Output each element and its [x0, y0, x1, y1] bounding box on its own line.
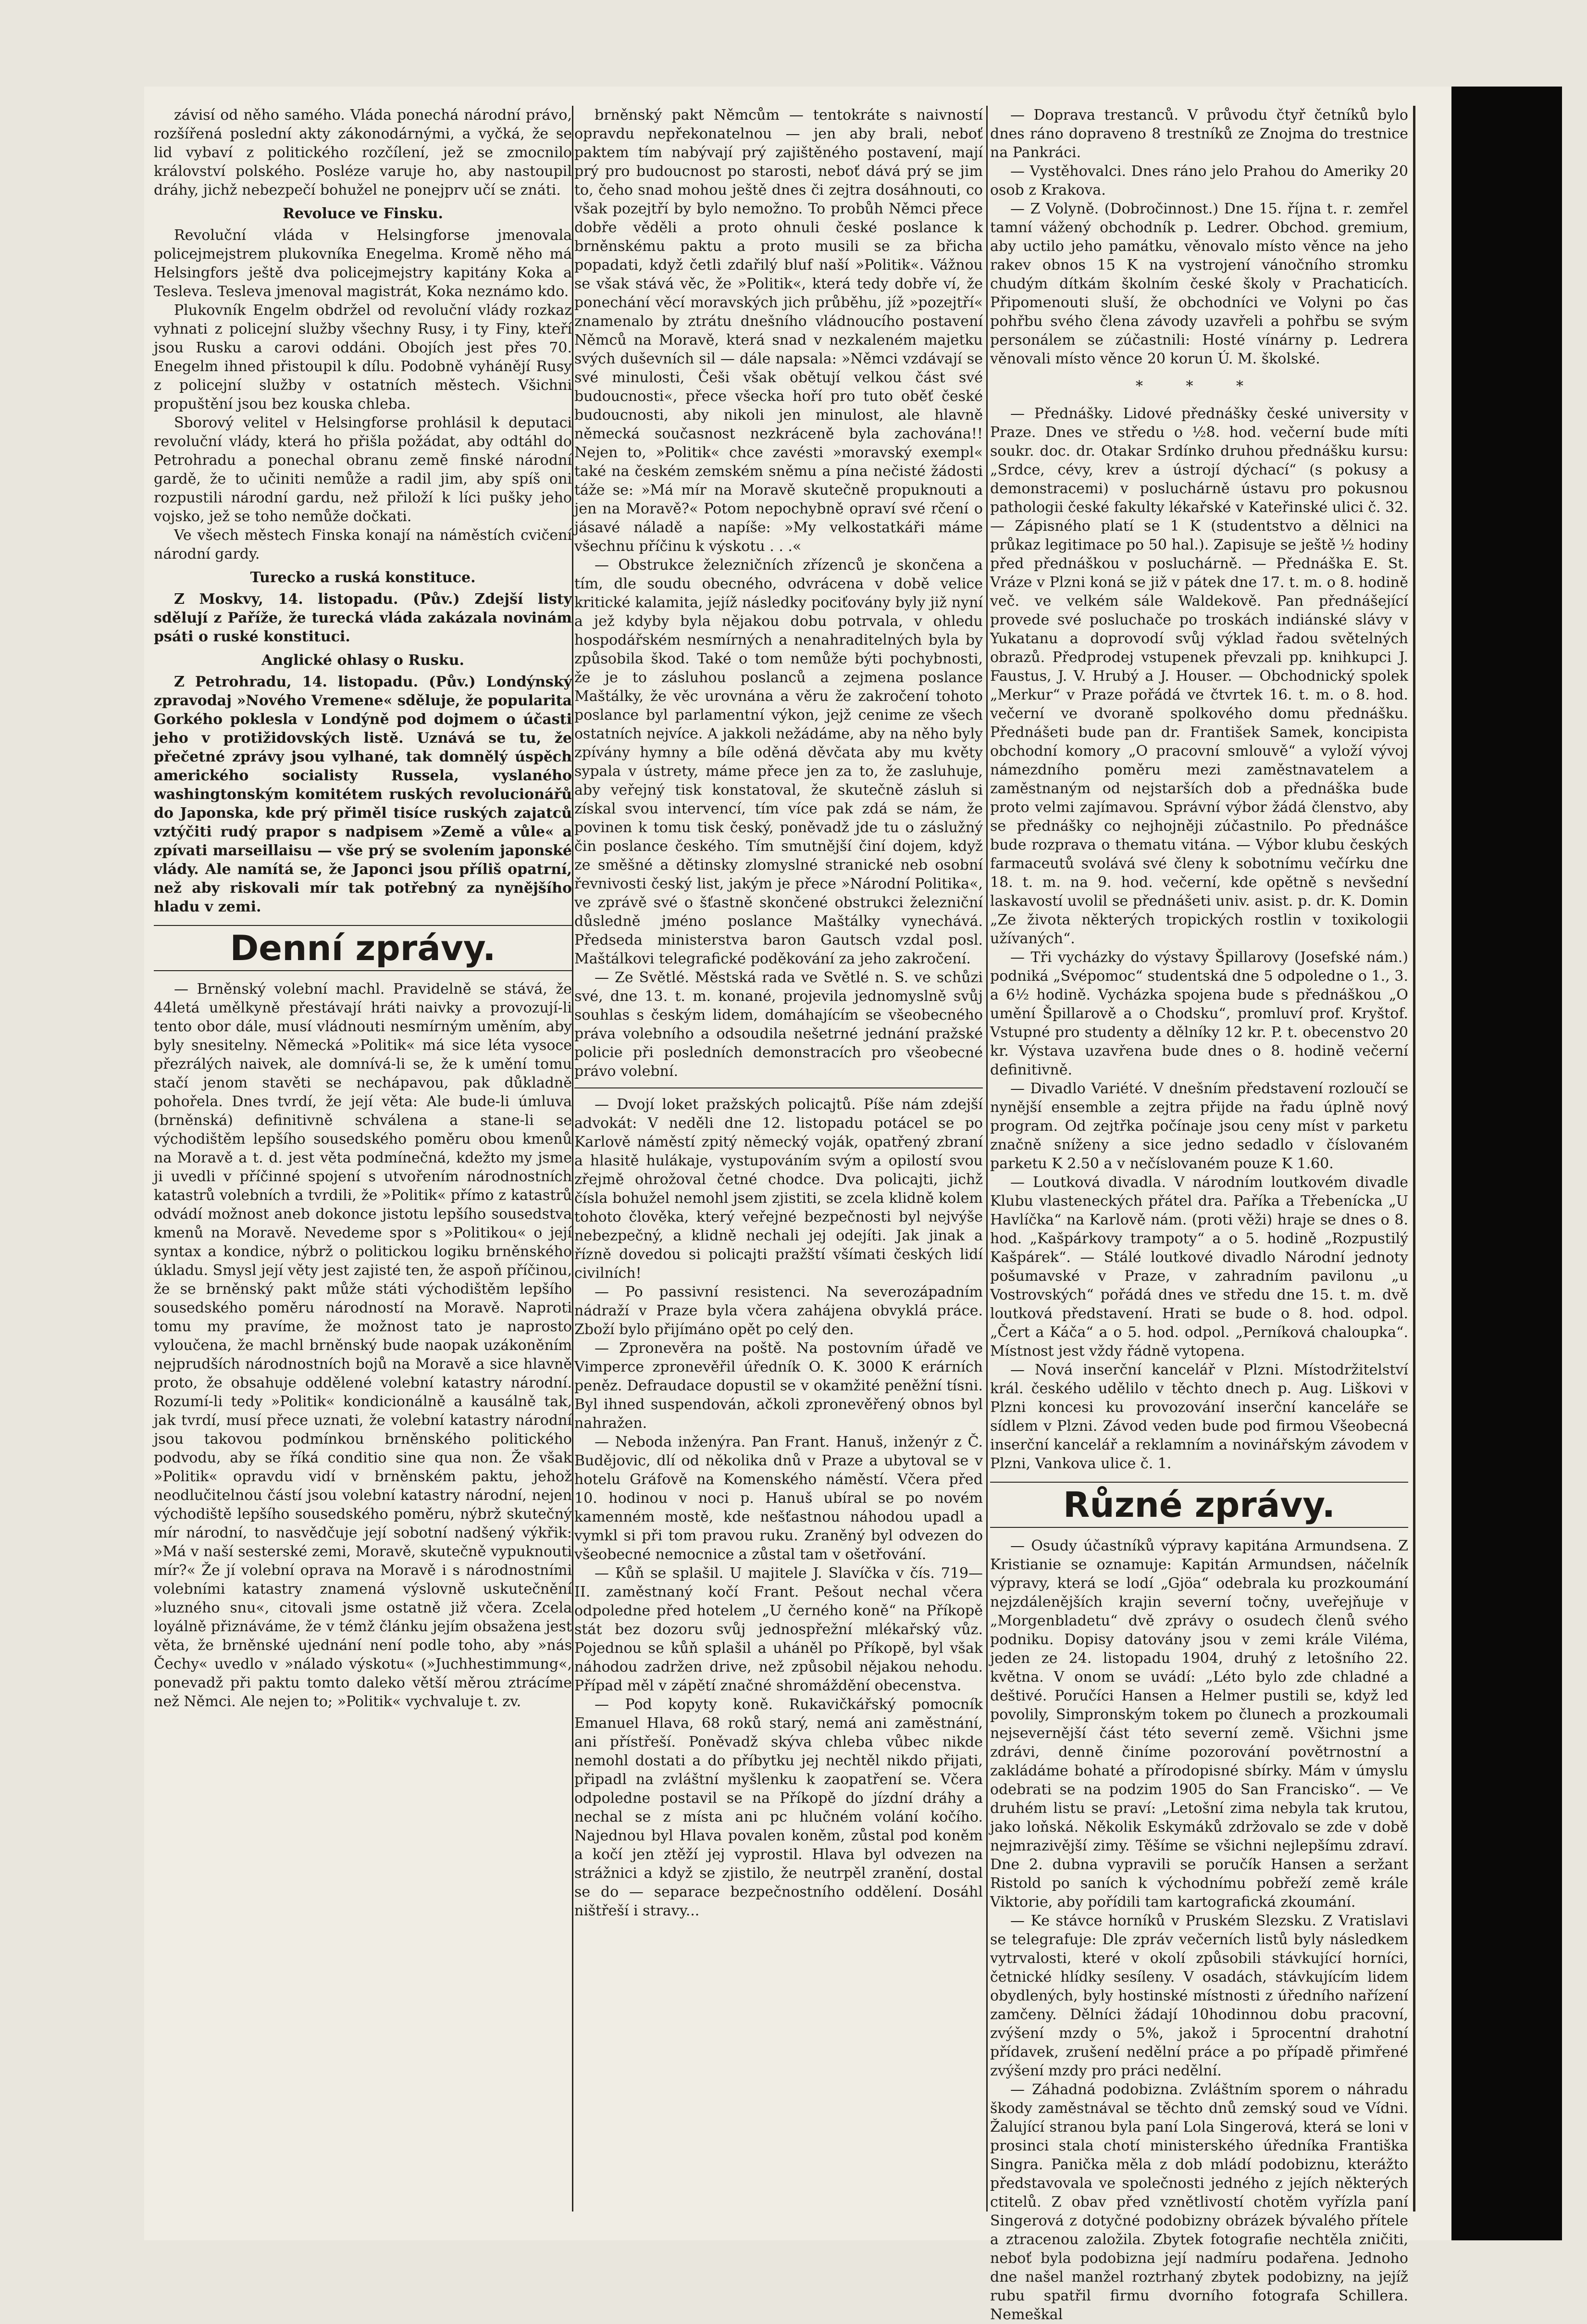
paragraph: Z Petrohradu, 14. listopadu. (Pův.) Londýnský zpravodaj »Nového Vremene« sděluje, že popularita Gorkého poklesla v Londýně pod dojmem o účasti jeho v protižidovských listě. Uznává se tu, že přečetné zprávy jsou vylhané, tak domnělý úspěch amerického socialisty Russela, vyslaného washingtonským komitétem ruských revolucionářů do Japonska, kde prý přiměl tisíce ruských zajatců vztýčiti rudý prapor s nadpisem »Země a vůle« a zpívati marseillaisu — vše prý se svolením japonské vlády. Ale namítá se, že Japonci jsou příliš opatrní, než aby riskovali mír tak potřebný za nynějšího hladu v zemi.	[154, 674, 572, 915]
paragraph: — Kůň se splašil. U majitele J. Slavíčka v čís. 719—II. zaměstnaný kočí Frant. Pešout nechal včera odpoledne před hotelem „U černého koně“ na Příkopě stát bez dozoru svůj jednospřežní mlékařský vůz. Pojednou se kůň splašil a uháněl po Příkopě, byl však náhodou zadržen drive, než způsobil nějakou nehodu. Případ měl v zápětí značné shromáždění obecenstva.	[574, 1565, 983, 1694]
paragraph: — Dvojí loket pražských policajtů. Píše nám zdejší advokát: V neděli dne 12. listopadu potácel se po Karlově náměstí zpitý německý voják, opatřený zbraní a hlasitě hulákaje, vystupováním svým a opilostí svou zřejmě ohrožoval četné chodce. Dva policajti, jichž čísla bohužel nemohl jsem zjistiti, se zcela klidně kolem tohoto člověka, který veřejné bezpečnosti byl nejvýše nebezpečný, a klidně nechali jej odejíti. Jak jinak a řízně dovedou si policajti pražští všímati českých lidí civilních!	[574, 1096, 983, 1282]
paragraph: — Pod kopyty koně. Rukavičkářský pomocník Emanuel Hlava, 68 roků starý, nemá ani zaměstnání, ani přístřeší. Poněvadž skýva chleba vůbec nikde nemohl dostati a do příbytku jej nechtěl nikdo přijati, připadl na zvláštní myšlenku k zaopatření se. Včera odpoledne postavil se na Příkopě do jízdní dráhy a nechal se z místa ani pc hlučném volání kočího. Najednou byl Hlava povalen koněm, zůstal pod koněm a kočí jen ztěží jej vyprostil. Hlava byl odvezen na strážnici a když se zjistilo, že neutrpěl zranění, dostal se do — separace bezpečnostního oddělení. Dosáhl ništřeší i stravy...	[574, 1696, 983, 1919]
divider	[574, 1087, 983, 1088]
paragraph: Plukovník Engelm obdržel od revoluční vlády rozkaz vyhnati z policejní služby všechny Rusy, i ty Finy, kteří jsou Rusku a carovi oddáni. Obojích jest přes 70. Enegelm ihned přistoupil k dílu. Podobně vyhánějí Rusy z policejní služby v ostatních městech. Všichni propuštění jsou bez kouska chleba.	[154, 302, 572, 412]
paragraph: závisí od něho samého. Vláda ponechá národní právo, rozšířená poslední akty zákonodárnými, a vyčká, že se lid vybaví z politického rozčílení, jež se zmocnilo království polského. Posléze varuje ho, aby nastoupil dráhy, jichž nebezpečí bohužel ne ponejprv učí se znáti.	[154, 107, 572, 199]
section-heading-turecko: Turecko a ruská konstituce.	[250, 569, 476, 586]
section-title-ruzne-zpravy: Různé zprávy.	[990, 1482, 1408, 1528]
paragraph: — Zpronevěra na poště. Na postovním úřadě ve Vimperce zpronevěřil úředník O. K. 3000 K erárních peněz. Defraudace dopustil se v okamžité peněžní tísni. Byl ihned suspendován, ačkoli zpronevěřený obnos byl nahražen.	[574, 1340, 983, 1432]
paragraph: Z Moskvy, 14. listopadu. (Pův.) Zdejší listy sdělují z Paříže, že turecká vláda zakázala novinám psáti o ruské konstituci.	[154, 591, 572, 645]
paragraph: — Záhadná podobizna. Zvláštním sporem o náhradu škody zaměstnával se těchto dnů zemský soud ve Vídni. Žalující stranou byla paní Lola Singerová, která se loni v prosinci stala chotí ministerského úředníka Františka Singra. Panička měla z dob mládí podobiznu, kterážto představovala ve společnosti jedného z jejích některých ctitelů. Z obav před vznětlivostí chotěm vyřízla paní Singerová z dotyčné podobizny obrázek bývalého přítele a ztracenou založila. Zbytek fotografie nechtěla zničiti, neboť byla podobizna její nadmíru podařena. Jednoho dne našel manžel roztrhaný zbytek podobizny, na jejíž rubu spatřil firmu dvorního fotografa Schillera. Nemeškal	[990, 2081, 1408, 2323]
paragraph: brněnský pakt Němcům — tentokráte s naivností opravdu nepřekonatelnou — jen aby brali, neboť paktem tím nabývají prý zajištěného postavení, mají prý pro budoucnost po starosti, neboť dává prý se jim to, čeho snad mohou ještě dnes či zejtra dosáhnouti, co však pozejtří by bylo nemožno. To probůh Němci přece dobře věděli a proto ohnuli české poslance k brněnskému paktu a proto musili se za břicha popadati, když četli zdařilý bluf naší »Politik«. Vážnou se však stává věc, že »Politik«, která tedy dobře ví, že ponechání věcí moravských jich průběhu, jíž »pozejtří« znamenalo by ztrátu dnešního vládnoucího postavení Němců na Moravě, která snad v nezkaleném majetku svých duševních sil — dále napsala: »Němci vzdávají se své minulosti, Češi však obětují velkou část své budoucnosti«, přece všecka hoří pro tuto oběť české budoucnosti, aby nikoli jen minulost, ale hlavně německá současnost nezkráceně byla zachována!! Nejen to, »Politik« chce zavésti »moravský exempl« také na českém zemském sněmu a pína nečisté žádosti táže se: »Má mír na Moravě skutečně propuknouti a jen na Moravě?« Potom nepochybně opraví své rčení o jásavé náladě a napíše: »My velkostatkáři máme všechnu příčinu k výskotu . . .«	[574, 107, 983, 555]
paragraph: Sborový velitel v Helsingforse prohlásil k deputaci revoluční vlády, která ho přišla požádat, aby odtáhl do Petrohradu a ponechal obranu země finské národní gardě, že to učiniti nemůže a radil jim, aby spíš oni rozpustili národní gardu, než přiloží k líci pušky jeho vojsko, jež se toho nemůže dočkati.	[154, 414, 572, 525]
column-rule	[572, 106, 573, 2212]
column-1	[154, 106, 572, 2212]
paragraph: — Přednášky. Lidové přednášky české university v Praze. Dnes ve středu o ½8. hod. večerní bude míti soukr. doc. dr. Otakar Srdínko druhou přednášku kursu: „Srdce, cévy, krev a ústrojí dýchací“ (s pokusy a demonstracemi) v posluchárně ústavu pro pokusnou pathologii české fakulty lékařské v Kateřinské ulici č. 32. — Zápisného platí se 1 K (studentstvo a dělnici na průkaz legitimace po 50 hal.). Zapisuje se ještě ½ hodiny před přednáškou v posluchárně. — Přednáška E. St. Vráze v Plzni koná se již v pátek dne 17. t. m. o 8. hodině več. ve velkém sále Waldekově. Pan přednášející provede své posluchače po troskách indiánské slávy v Yukatanu a doprovodí svůj výklad řadou světelných obrazů. Předprodej vstupenek převzali pp. knihkupci J. Faustus, J. V. Hrubý a J. Houser. — Obchodnický spolek „Merkur“ v Praze pořádá ve čtvrtek 16. t. m. o 8. hod. večerní ve dvoraně spolkového domu přednášku. Přednášeti bude pan dr. František Samek, koncipista obchodní komory „O pracovní smlouvě“ a vyloží vývoj námezdního poměru mezi zaměstnavatelem a zaměstnaným od nejstarších dob a přednáška bude proto velmi zajímavou. Správní výbor žádá členstvo, aby se přednášky co nejhojněji zúčastnilo. Po přednášce bude rozprava o thematu vitána. — Výbor klubu českých farmaceutů svolává své členy k sobotnímu večírku dne 18. t. m. na 9. hod. večerní, kde opětně s nevšední laskavostí uvolil se přednášeti univ. asist. p. dr. K. Domin „Ze života některých tropických rostlin v toxikologii užívaných“.	[990, 405, 1408, 947]
section-heading-anglicke-ohlasy: Anglické ohlasy o Rusku.	[261, 652, 464, 669]
paragraph: — Loutková divadla. V národním loutkovém divadle Klubu vlasteneckých přátel dra. Paříka a Třebenícka „U Havlíčka“ na Karlově nám. (proti věži) hraje se dnes o 8. hod. „Kašpárkovy trampoty“ a o 5. hodině „Rozpustilý Kašpárek“. — Stálé loutkové divadlo Národní jednoty pošumavské v Praze, v zahradním pavilonu „u Vostrovských“ pořádá dnes ve středu dne 15. t. m. dvě loutková představení. Hrati se bude o 8. hod. odpol. „Čert a Káča“ a o 5. hod. odpol. „Perníková chaloupka“. Místnost jest vždy řádně vytopena.	[990, 1174, 1408, 1360]
paragraph: — Nová inserční kancelář v Plzni. Místodržitelství král. českého udělilo v těchto dnech p. Aug. Liškovi v Plzni koncesi ku provozování inserční kanceláře se sídlem v Plzni. Závod veden bude pod firmou Všeobecná inserční kancelář a reklamním a novinářským závodem v Plzni, Vankova ulice č. 1.	[990, 1362, 1408, 1472]
paragraph: — Ke stávce horníků v Pruském Slezsku. Z Vratislavi se telegrafuje: Dle zpráv večerních listů byly následkem vytrvalosti, které v okolí způsobili stávkující horníci, četnické hlídky sesíleny. V osadách, stávkujícím lidem obydlených, byly hostinské místnosti z úředního nařízení zamčeny. Dělníci žádají 10hodinnou dobu pracovní, zvýšení mzdy o 5%, jakož i 5procentní drahotní přídavek, zrušení nedělní práce a po případě přimřené zvýšení mzdy pro práci nedělní.	[990, 1912, 1408, 2079]
column-2	[574, 106, 983, 2212]
column-rule	[1413, 106, 1415, 2212]
newspaper-page	[144, 87, 1562, 2323]
column-3	[990, 106, 1408, 2323]
paragraph: — Ze Světlé. Městská rada ve Světlé n. S. ve schůzi své, dne 13. t. m. konané, projevila jednomyslně svůj souhlas s českým lidem, domáhajícím se všeobecného práva volebního a odsoudila nešetrné jednání pražské policie při posledních demonstracích pro všeobecné právo volební.	[574, 969, 983, 1080]
paragraph: Ve všech městech Finska konají na náměstích cvičení národní gardy.	[154, 527, 572, 562]
paragraph: Revoluční vláda v Helsingforse jmenovala policejmejstrem plukovníka Enegelma. Kromě něho má Helsingfors ještě dva policejmejstry kapitány Koka a Tesleva. Tesleva jmenoval magistrát, Koka neznámo kdo.	[154, 227, 572, 300]
paragraph: — Tři vycházky do výstavy Špillarovy (Josefské nám.) podniká „Svépomoc“ studentská dne 5 odpoledne o 1., 3. a 6½ hodině. Vycházka spojena bude s přednáškou „O umění Špillarově a o Chodsku“, promluví prof. Kryštof. Vstupné pro studenty a dělníky 12 kr. P. t. obecenstvo 20 kr. Výstava uzavřena bude dnes o 8. hodině večerní definitivně.	[990, 949, 1408, 1078]
paragraph: — Brněnský volební machl. Pravidelně se stává, že 44letá umělkyně přestávají hráti naivky a provozují-li tento obor dále, musí vládnouti nesmírným uměním, aby byly snesitelny. Německá »Politik« má sice léta vysoce přezrálých naivek, ale domnívá-li se, že k umění tomu stačí jenom stavěti se nechápavou, pak důkladně pohořela. Dnes tvrdí, že její věta: Ale bude-li úmluva (brněnská) definitivně schválena a stane-li se východištěm lepšího sousedského poměru obou kmenů na Moravě a t. d. jest věta podmínečná, kdežto my jsme ji uvedli v příčinné spojení s utvořením národnostních katastrů volebních a tvrdili, že »Politik« přímo z katastrů odvádí možnost aneb dokonce jistotu lepšího sousedstva kmenů na Moravě. Nevedeme spor s »Politikou« o její syntax a kondice, nýbrž o politickou logiku brněnského úkladu. Smysl její věty jest zajisté ten, že aspoň příčinou, že se brněnský pakt může státi východištěm lepšího sousedského poměru národností na Moravě. Naproti tomu my pravíme, že možnost tato je naprosto vyloučena, že machl brněnský bude naopak uzákoněním nejprudších národnostních bojů na Moravě a sice hlavně proto, že obsahuje oddělené volební katastry národní. Rozumí-li tedy »Politik« kondicionálně a kausálně tak, jak tvrdí, musí přece uznati, že volební katastry národní jsou takovou podmínkou brněnského politického podvodu, aby se říká conditio sine qua non. Že však »Politik« opravdu vidí v brněnském paktu, jehož neodlučitelnou částí jsou volební katastry národní, nejen východiště lepšího sousedského poměru, nýbrž skutečný mír národní, to nasvědčuje její sobotní nadšený výkřik: »Má v naší sesterské zemi, Moravě, skutečně vypuknouti mír?« Že jí volební oprava na Moravě i s národnostními volebními katastry znamená výslovně uskutečnění »luzného snu«, citovali jsme ostatně již včera. Zcela loyálně přiznáváme, že v témž článku jejím obsažena jest věta, že brněnské ujednání není podle toho, aby »nás Čechy« uvedlo v »nálado výskotu« (»Juchhestimmung«, ponevadž při paktu tomto daleko větší měrou ztrácíme než Němci. Ale nejen to; »Politik« vychvaluje t. zv.	[154, 981, 572, 1710]
paragraph: — Doprava trestanců. V průvodu čtyř četníků bylo dnes ráno dopraveno 8 trestníků ze Znojma do trestnice na Pankráci.	[990, 107, 1408, 161]
paragraph: — Divadlo Variété. V dnešním představení rozloučí se nynější ensemble a zejtra přijde na řadu úplně nový program. Od zejtřka počínaje jsou ceny míst v parketu značně sníženy a sice jedno sedadlo v číslovaném parketu K 2.50 a v nečíslovaném pouze K 1.60.	[990, 1080, 1408, 1172]
paragraph: — Osudy účastníků výpravy kapitána Armundsena. Z Kristianie se oznamuje: Kapitán Armundsen, náčelník výpravy, která se lodí „Gjöa“ odebrala ku prozkoumání nejzdálenějších krajin severní točny, uveřejňuje v „Morgenbladetu“ dvě zprávy o osudech členů svého podniku. Dopisy datovány jsou v zemi krále Viléma, jeden ze 24. listopadu 1904, druhý z letošního 22. května. V onom se uvádí: „Léto bylo zde chladné a deštivé. Poručíci Hansen a Helmer pustili se, když led povolily, Simpronským tokem po člunech a prozkoumali nejsevernější část této severní země. Všichni jsme zdrávi, denně činíme pozorování povětrnostní a zakládáme bohaté a přírodopisné sbírky. Mám v úmyslu odebrati se na podzim 1905 do San Francisko“. — Ve druhém listu se praví: „Letošní zima nebyla tak krutou, jako loňská. Několik Eskymáků zdržovalo se zde v době nejmrazivější zimy. Těšíme se všichni nejlepšímu zdraví. Dne 2. dubna vypravili se poručík Hansen a seržant Ristold po saních k východnímu pobřeží země krále Viktorie, aby pořídili tam kartografická zkoumání.	[990, 1537, 1408, 1911]
section-heading-revoluce-finsko: Revoluce ve Finsku.	[283, 205, 443, 222]
column-rule	[986, 106, 988, 2212]
paragraph: — Z Volyně. (Dobročinnost.) Dne 15. října t. r. zemřel tamní vážený obchodník p. Ledrer. Obchod. gremium, aby uctilo jeho památku, věnovalo místo věnce na jeho rakev obnos 15 K na vystrojení vánočního stromku chudým dítkám školním české školy v Prachaticích. Připomenouti sluší, že obchodníci ve Volyni po čas pohřbu svého člena závody uzavřeli a pohřbu se svým personálem se zúčastnili: Hosté vínárny p. Ledrera věnovali místo věnce 20 korun Ú. M. školské.	[990, 200, 1408, 367]
paragraph: — Vystěhovalci. Dnes ráno jelo Prahou do Ameriky 20 osob z Krakova.	[990, 163, 1408, 199]
paragraph: — Po passivní resistenci. Na severozápadním nádraží v Praze byla včera zahájena obvyklá práce. Zboží bylo přijímáno opět po celý den.	[574, 1284, 983, 1338]
scan-dark-edge	[1451, 87, 1562, 2240]
paragraph: — Obstrukce železničních zřízenců je skončena a tím, dle soudu obecného, odvrácena v době velice kritické kalamita, jejíž následky pociťovány byly již nyní a jež kdyby byla nějakou dobu potrvala, v ohledu hospodářském nesmírných a nenahraditelných byla by způsobila škod. Také o tom nemůže býti pochybnosti, že je to zásluhou poslanců a zejmena poslance Maštálky, že věc urovnána a věru že zakročení tohoto poslance byl parlamentní výkon, jejž cenime ze všech ostatních nejvíce. A jakkoli nežádáme, aby na něho byly zpívány hymny a bíle oděná děvčata aby mu květy sypala v ústrety, máme přece jen za to, že zasluhuje, aby veřejný tisk konstatoval, že skutečně zásluh si získal svou intervencí, tím více pak zdá se nám, že povinen k tomu tisk český, poněvadž jde tu o záslužný čin poslance českého. Tím smutnější činí dojem, když ze směšné a dětinsky zlomyslné stranické neb osobní řevnivosti český list, jakým je přece »Národní Politika«, ve zprávě své o šťastně skončené obstrukci železniční důsledně jméno poslance Maštálky vynechává. Předseda ministerstva baron Gautsch vzdal posl. Maštálkovi telegrafické poděkování za jeho zakročení.	[574, 557, 983, 967]
section-title-denni-zpravy: Denní zprávy.	[154, 925, 572, 971]
separator-stars: * * *	[1135, 378, 1263, 395]
paragraph: — Neboda inženýra. Pan Frant. Hanuš, inženýr z Č. Budějovic, dlí od několika dnů v Praze a ubytoval se v hotelu Gráfově na Komenského náměstí. Včera před 10. hodinou v noci p. Hanuš ubíral se po novém kamenném mostě, kde nešťastnou náhodou upadl a vymkl si při tom pravou ruku. Zraněný byl odvezen do všeobecné nemocnice a zůstal tam v ošetřování.	[574, 1434, 983, 1563]
